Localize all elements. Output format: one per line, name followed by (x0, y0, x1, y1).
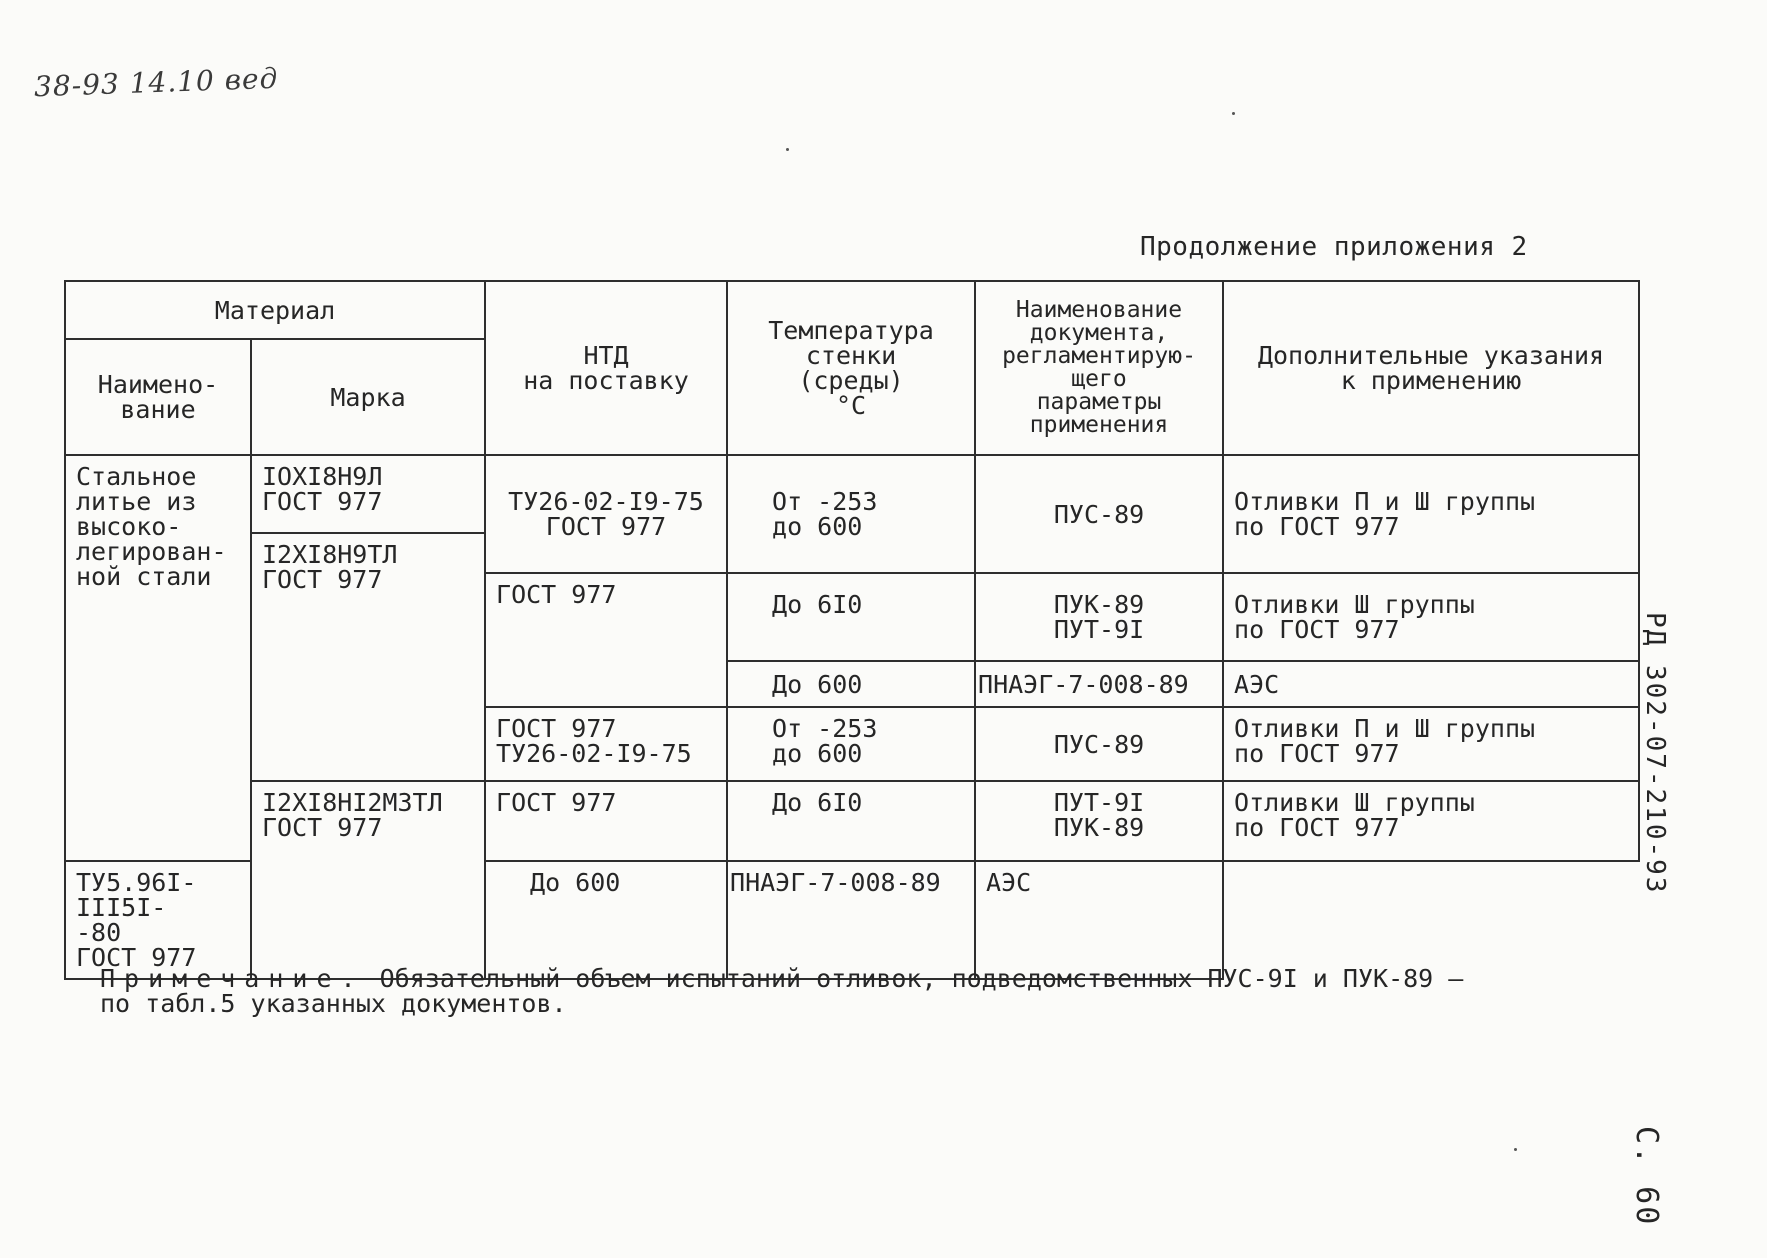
document-cell: ПУТ-9I ПУК-89 (975, 781, 1223, 861)
ntd-cell: ГОСТ 977 ТУ26-02-I9-75 (485, 707, 727, 781)
temperature-cell: От -253 до 600 (727, 455, 975, 573)
temperature-cell: От -253 до 600 (727, 707, 975, 781)
document-cell: ПНАЭГ-7-008-89 (727, 861, 975, 979)
ntd-cell: ТУ26-02-I9-75 ГОСТ 977 (485, 455, 727, 573)
header-temperature: Температура стенки (среды) °С (727, 281, 975, 455)
ntd-cell: ТУ5.96I-III5I- -80 ГОСТ 977 (65, 861, 251, 979)
grade-cell: I2XI8HI2M3TЛ ГОСТ 977 (251, 781, 485, 979)
ntd-cell: ГОСТ 977 (485, 781, 727, 861)
ntd-cell: ГОСТ 977 (485, 573, 727, 707)
document-cell: ПНАЭГ-7-008-89 (975, 661, 1223, 707)
temperature-cell: До 600 (727, 661, 975, 707)
appendix-table (64, 280, 1640, 980)
table-note (100, 966, 1650, 1016)
document-cell: ПУС-89 (975, 707, 1223, 781)
grade-cell: I2XI8H9TЛ ГОСТ 977 (251, 533, 485, 781)
page-number: С. 60 (1629, 1126, 1664, 1227)
material-name-cell: Стальное литье из высоко- легирован- ной стали (65, 455, 251, 861)
scan-speck (1232, 112, 1235, 115)
handwritten-mark: 38-93 14.10 вед (33, 61, 279, 104)
header-name: Наимено- вание (65, 339, 251, 455)
header-material: Материал (65, 281, 485, 339)
grade-cell: IOXI8H9Л ГОСТ 977 (251, 455, 485, 533)
instruction-cell: Отливки Ш группы по ГОСТ 977 (1223, 573, 1639, 661)
scan-speck (1514, 1148, 1517, 1151)
temperature-cell: До 600 (485, 861, 727, 979)
instruction-cell: Отливки П и Ш группы по ГОСТ 977 (1223, 455, 1639, 573)
temperature-cell: До 6I0 (727, 573, 975, 661)
document-cell: ПУС-89 (975, 455, 1223, 573)
scan-speck (786, 148, 789, 151)
temperature-cell: До 6I0 (727, 781, 975, 861)
note-lead: Примечание. (100, 964, 365, 993)
instruction-cell: АЭС (975, 861, 1223, 979)
instruction-cell: АЭС (1223, 661, 1639, 707)
instruction-cell: Отливки Ш группы по ГОСТ 977 (1223, 781, 1639, 861)
header-grade: Марка (251, 339, 485, 455)
appendix-caption: Продолжение приложения 2 (1140, 232, 1528, 262)
header-ntd: НТД на поставку (485, 281, 727, 455)
document-code: РД 302-07-210-93 (1640, 612, 1670, 895)
instruction-cell: Отливки П и Ш группы по ГОСТ 977 (1223, 707, 1639, 781)
header-regulating-document: Наименование документа, регламентирую- щего параметры применения (975, 281, 1223, 455)
note-text: Обязательный объем испытаний отливок, подведомственных ПУС-9I и ПУК-89 – по табл.5 указанных документов. (100, 964, 1464, 1018)
document-cell: ПУК-89 ПУТ-9I (975, 573, 1223, 661)
header-additional-instructions: Дополнительные указания к применению (1223, 281, 1639, 455)
